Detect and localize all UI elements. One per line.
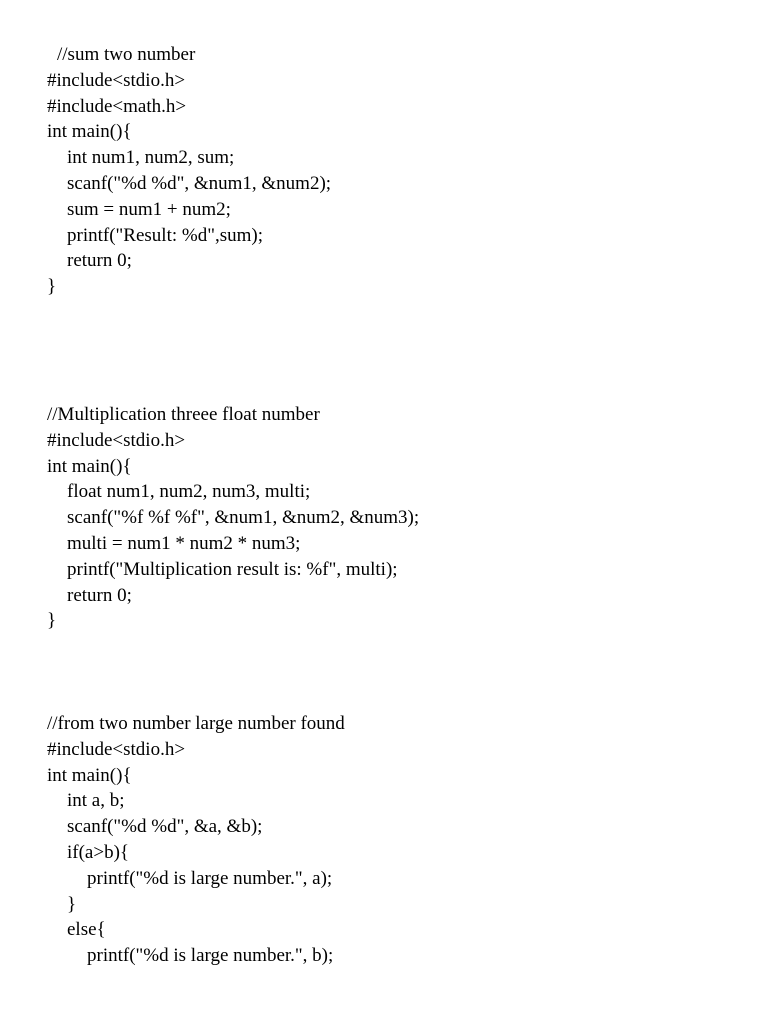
code-block-sum (47, 42, 331, 300)
code-line: multi = num1 * num2 * num3; (67, 532, 301, 554)
code-line: int main(){ (47, 764, 132, 786)
code-line: scanf("%f %f %f", &num1, &num2, &num3); (67, 507, 420, 529)
code-line: if(a>b){ (67, 841, 130, 863)
code-line: //sum two number (57, 44, 196, 65)
code-line: sum = num1 + num2; (67, 198, 231, 220)
code-block-large-number (47, 711, 345, 969)
code-line: int main(){ (47, 121, 132, 143)
code-line: } (67, 893, 77, 915)
code-line: printf("%d is large number.", a); (87, 867, 333, 889)
code-line: #include<stdio.h> (47, 69, 186, 91)
code-line: int main(){ (47, 455, 132, 477)
code-line: float num1, num2, num3, multi; (67, 481, 311, 503)
code-line: //from two number large number found (47, 713, 345, 734)
code-line: } (47, 610, 57, 632)
code-line: printf("%d is large number.", b); (87, 945, 334, 967)
code-line: printf("Result: %d",sum); (67, 224, 263, 246)
code-line: #include<stdio.h> (47, 738, 186, 760)
code-line: int num1, num2, sum; (67, 147, 235, 169)
code-line: printf("Multiplication result is: %f", multi); (67, 558, 398, 580)
code-line: scanf("%d %d", &a, &b); (67, 816, 263, 838)
code-line: scanf("%d %d", &num1, &num2); (67, 172, 332, 194)
code-line: return 0; (67, 250, 132, 272)
code-line: return 0; (67, 584, 132, 606)
code-block-multiplication (47, 402, 419, 634)
code-line: int a, b; (67, 790, 125, 812)
code-line: else{ (67, 919, 106, 941)
code-line: #include<math.h> (47, 95, 187, 117)
code-line: //Multiplication threee float number (47, 404, 320, 425)
code-line: #include<stdio.h> (47, 429, 186, 451)
code-line: } (47, 276, 57, 298)
